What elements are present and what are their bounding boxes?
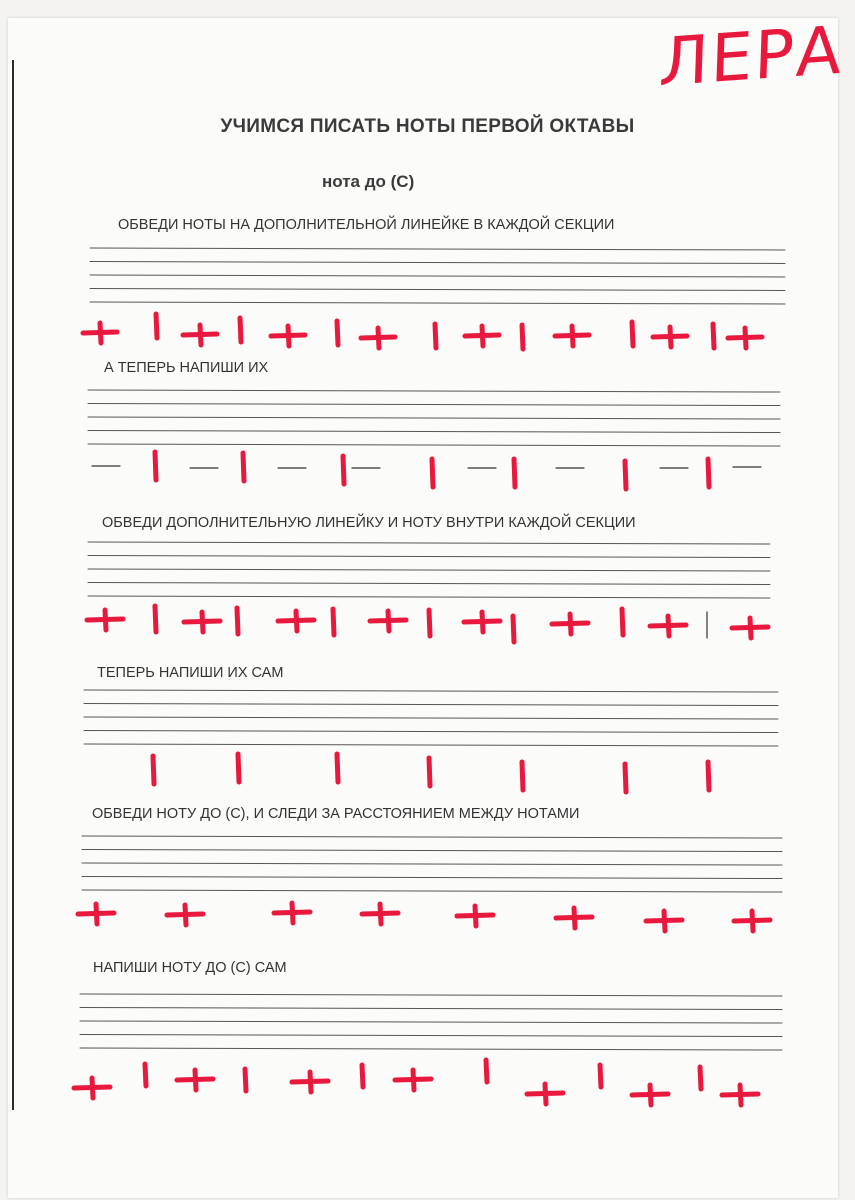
written-note bbox=[343, 456, 344, 484]
written-note bbox=[625, 764, 626, 792]
traced-note bbox=[574, 908, 575, 928]
written-note bbox=[522, 325, 523, 349]
staff-line bbox=[82, 890, 782, 892]
written-note bbox=[522, 762, 523, 790]
traced-note bbox=[310, 1072, 311, 1092]
written-note bbox=[429, 758, 430, 786]
section-6-instruction: НАПИШИ НОТУ ДО (C) САМ bbox=[93, 960, 287, 976]
traced-note bbox=[745, 328, 746, 348]
staff-line bbox=[80, 1035, 782, 1037]
staff-line bbox=[80, 1048, 782, 1050]
written-note bbox=[514, 459, 515, 487]
traced-note bbox=[570, 614, 571, 634]
staff-line bbox=[88, 404, 780, 406]
traced-note bbox=[664, 911, 665, 931]
staff-line bbox=[84, 717, 778, 719]
staff-line bbox=[88, 417, 780, 419]
written-note bbox=[429, 610, 430, 636]
written-note bbox=[155, 452, 156, 480]
written-note bbox=[486, 1060, 487, 1082]
traced-note bbox=[650, 1085, 651, 1105]
traced-note bbox=[380, 904, 381, 924]
staff-line bbox=[88, 596, 770, 598]
staff-line bbox=[82, 877, 782, 879]
traced-note bbox=[482, 326, 483, 346]
traced-note bbox=[668, 616, 669, 636]
written-note bbox=[622, 609, 623, 635]
written-note bbox=[362, 1065, 363, 1087]
section-1-instruction: ОБВЕДИ НОТЫ НА ДОПОЛНИТЕЛЬНОЙ ЛИНЕЙКЕ В КАЖДОЙ СЕКЦИИ bbox=[118, 217, 615, 233]
written-note bbox=[432, 459, 433, 487]
traced-note bbox=[545, 1084, 546, 1104]
staff-line bbox=[82, 836, 782, 838]
staff-line bbox=[90, 275, 785, 277]
traced-note bbox=[670, 327, 671, 347]
written-note bbox=[155, 606, 156, 632]
staff-line bbox=[88, 390, 780, 392]
section-3-instruction: ОБВЕДИ ДОПОЛНИТЕЛЬНУЮ ЛИНЕЙКУ И НОТУ ВНУТРИ КАЖДОЙ СЕКЦИИ bbox=[102, 515, 636, 531]
traced-note bbox=[378, 328, 379, 348]
staff-line bbox=[84, 690, 778, 692]
traced-note bbox=[752, 911, 753, 931]
staff-line bbox=[84, 744, 778, 746]
staff-line bbox=[88, 583, 770, 585]
written-note bbox=[240, 318, 241, 342]
traced-note bbox=[105, 610, 106, 630]
section-2-instruction: А ТЕПЕРЬ НАПИШИ ИХ bbox=[104, 360, 269, 376]
traced-note bbox=[92, 1078, 93, 1098]
staff-line bbox=[84, 731, 778, 733]
traced-note bbox=[100, 323, 101, 343]
written-note bbox=[238, 754, 239, 782]
staff-line bbox=[88, 542, 770, 544]
traced-note bbox=[200, 325, 201, 345]
staff-line bbox=[90, 248, 785, 250]
staff-line bbox=[90, 289, 785, 291]
written-note bbox=[337, 754, 338, 782]
written-note bbox=[708, 762, 709, 790]
written-note bbox=[145, 1064, 146, 1086]
written-note bbox=[237, 608, 238, 634]
staff-line bbox=[80, 994, 782, 996]
traced-note bbox=[96, 904, 97, 924]
traced-note bbox=[195, 1070, 196, 1090]
traced-note bbox=[572, 326, 573, 346]
written-note bbox=[333, 609, 334, 635]
written-note bbox=[153, 756, 154, 784]
traced-note bbox=[202, 612, 203, 632]
page-title: УЧИМСЯ ПИСАТЬ НОТЫ ПЕРВОЙ ОКТАВЫ bbox=[220, 116, 635, 137]
written-note bbox=[700, 1067, 701, 1089]
section-5-instruction: ОБВЕДИ НОТУ ДО (C), И СЛЕДИ ЗА РАССТОЯНИЕМ МЕЖДУ НОТАМИ bbox=[92, 806, 580, 822]
traced-note bbox=[288, 326, 289, 346]
staff-line bbox=[84, 704, 778, 706]
traced-note bbox=[475, 906, 476, 926]
staff-line bbox=[90, 302, 785, 304]
staff-line bbox=[90, 262, 785, 264]
section-4-instruction: ТЕПЕРЬ НАПИШИ ИХ САМ bbox=[97, 665, 284, 681]
written-note bbox=[435, 324, 436, 348]
written-note bbox=[513, 616, 514, 642]
staff-line bbox=[80, 1021, 782, 1023]
staff-line bbox=[82, 850, 782, 852]
staff-line bbox=[88, 444, 780, 446]
written-note bbox=[708, 459, 709, 487]
staff-line bbox=[88, 556, 770, 558]
written-note bbox=[156, 314, 157, 338]
traced-note bbox=[292, 903, 293, 923]
traced-note bbox=[413, 1070, 414, 1090]
traced-note bbox=[750, 618, 751, 638]
written-note bbox=[600, 1065, 601, 1087]
written-note bbox=[713, 324, 714, 348]
staff-line bbox=[80, 1008, 782, 1010]
traced-note bbox=[185, 905, 186, 925]
written-note bbox=[632, 322, 633, 346]
written-note bbox=[245, 1069, 246, 1091]
traced-note bbox=[740, 1085, 741, 1105]
traced-note bbox=[482, 612, 483, 632]
written-note bbox=[337, 321, 338, 345]
staff-line bbox=[88, 431, 780, 433]
written-note bbox=[625, 461, 626, 489]
written-note bbox=[243, 453, 244, 481]
page-subtitle: нота до (C) bbox=[322, 172, 415, 191]
student-name: ЛЕРА bbox=[657, 11, 845, 102]
staff-line bbox=[82, 863, 782, 865]
traced-note bbox=[388, 611, 389, 631]
staff-line bbox=[88, 569, 770, 571]
traced-note bbox=[296, 611, 297, 631]
